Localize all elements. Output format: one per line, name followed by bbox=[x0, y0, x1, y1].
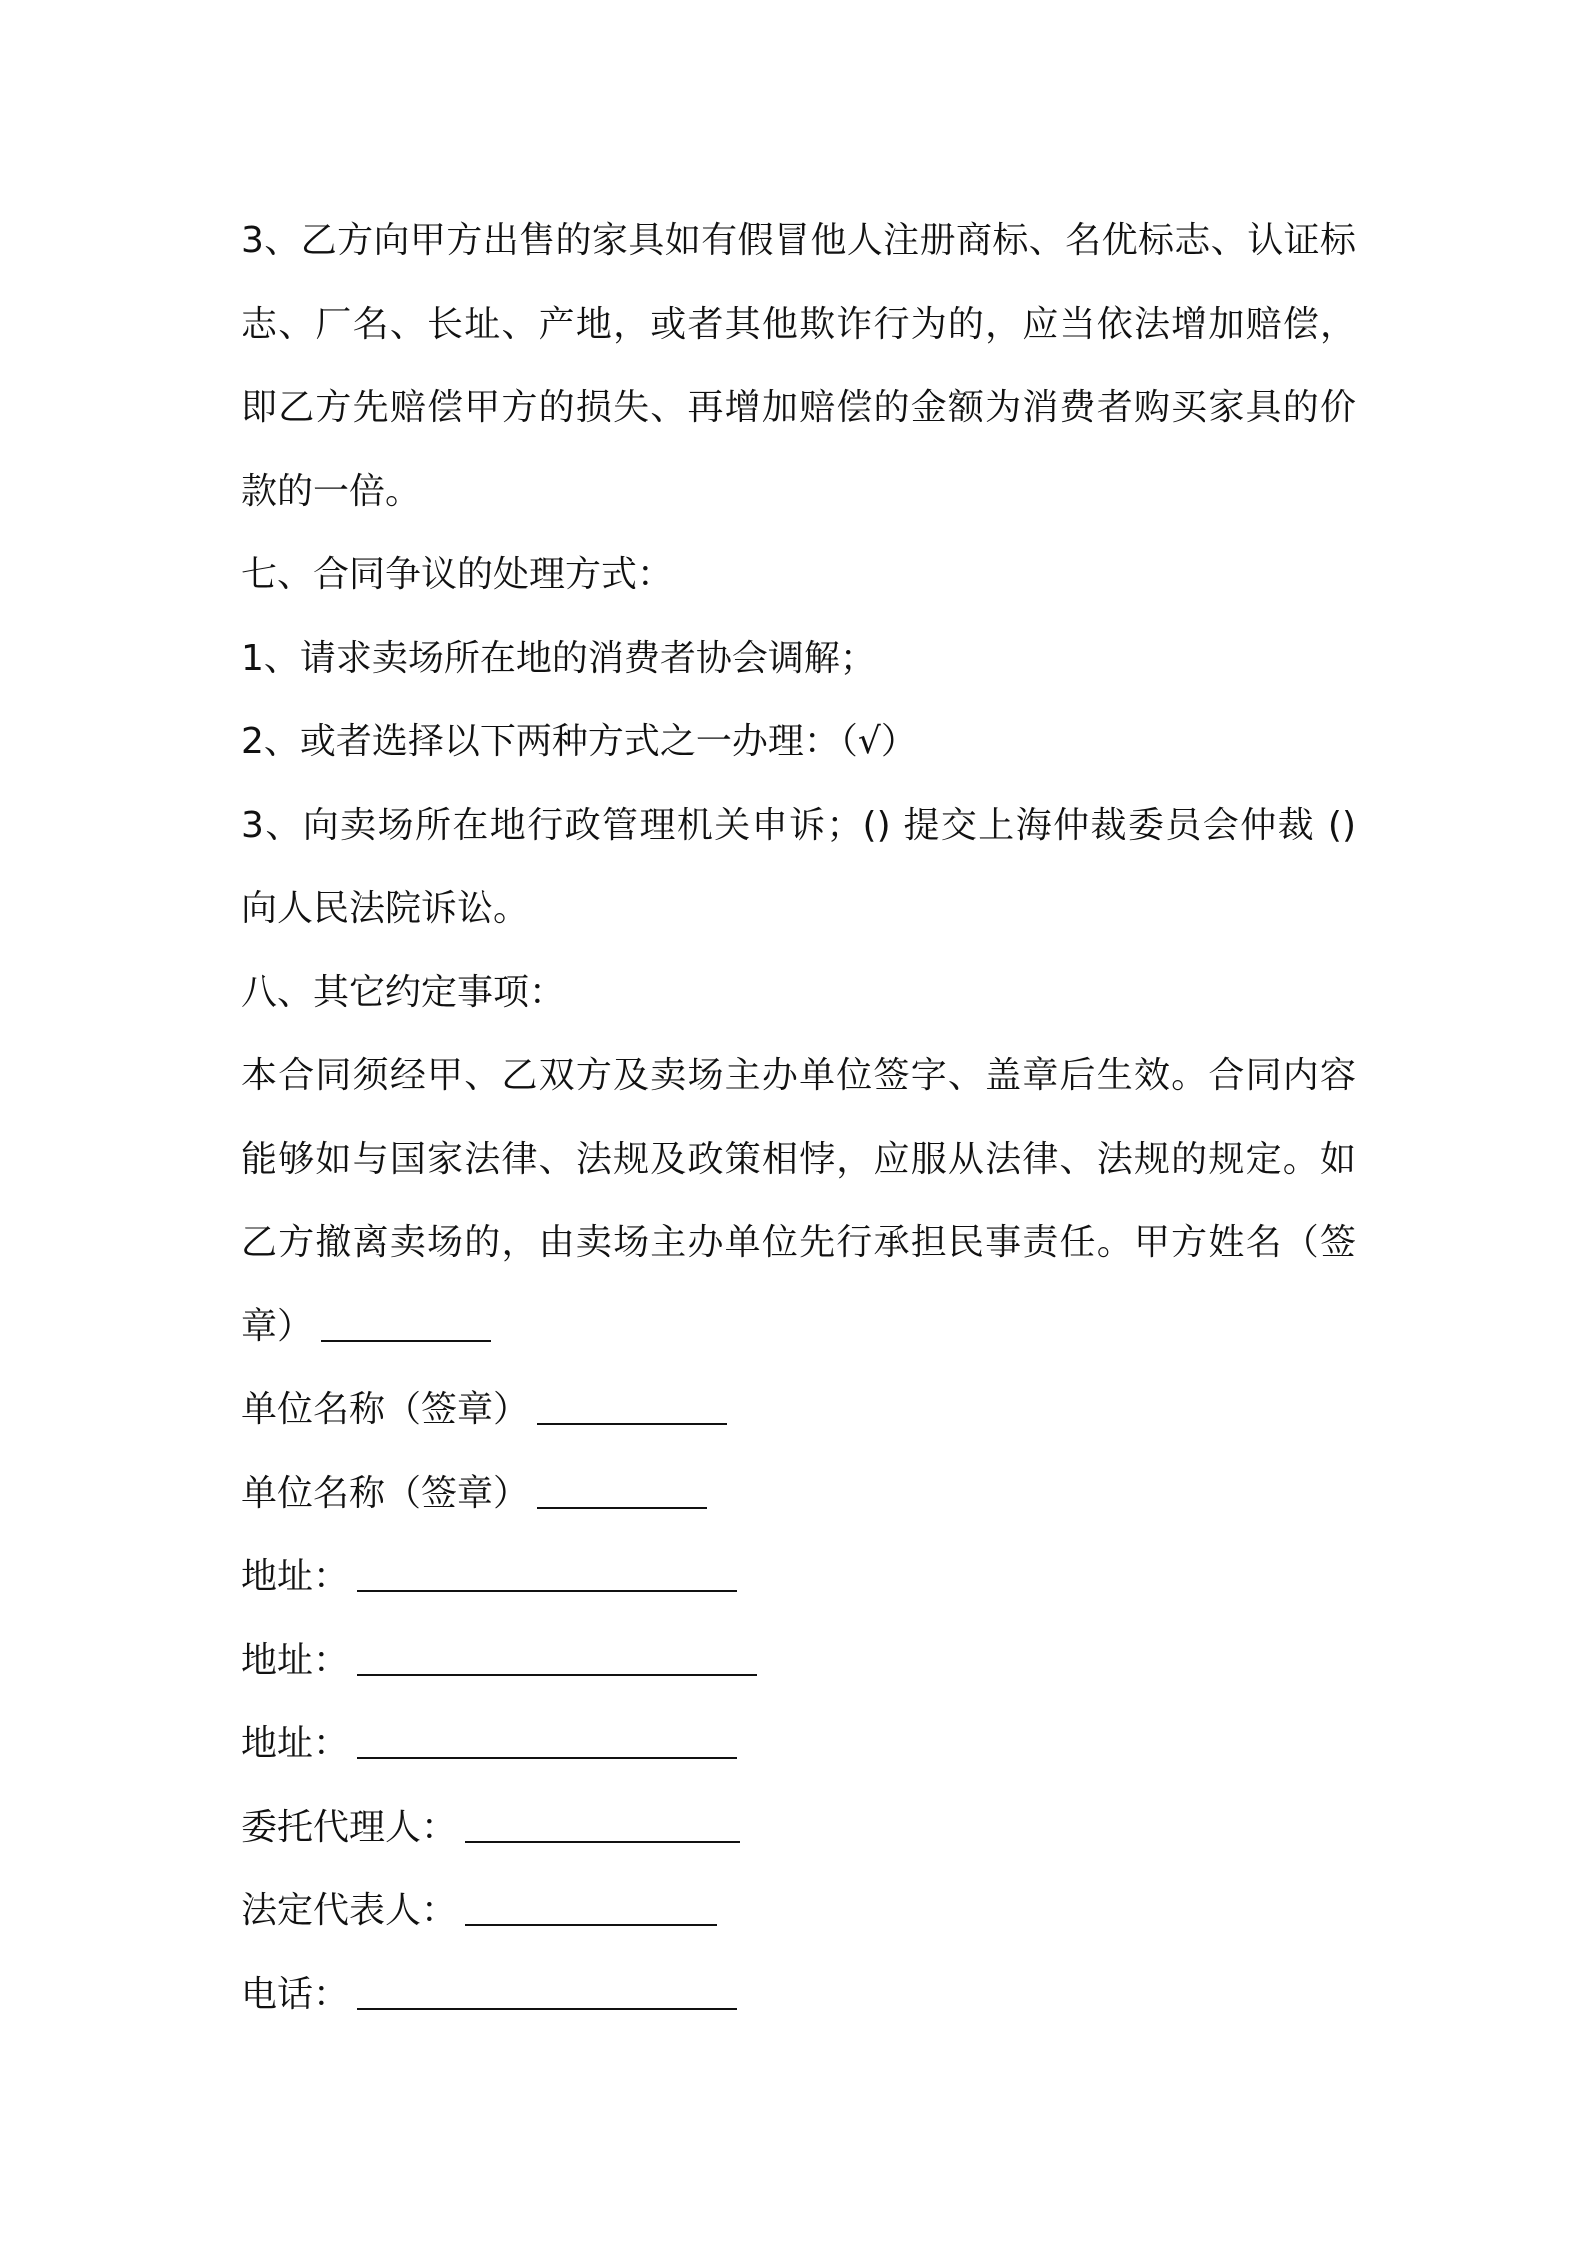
phone-field bbox=[241, 1953, 1356, 2037]
address-blank-1[interactable] bbox=[357, 1560, 737, 1592]
address-blank-3[interactable] bbox=[357, 1727, 737, 1759]
legal-rep-label: 法定代表人： bbox=[241, 1890, 458, 1931]
section-8-heading: 八、其它约定事项： bbox=[241, 971, 566, 1013]
agent-label: 委托代理人： bbox=[241, 1806, 458, 1848]
legal-rep-field bbox=[241, 1869, 1356, 1953]
section-8-text bbox=[241, 1034, 1356, 1368]
address-label-3: 地址： bbox=[241, 1723, 350, 1764]
phone-blank[interactable] bbox=[357, 1978, 737, 2010]
address-blank-2[interactable] bbox=[357, 1644, 757, 1676]
address-field-2 bbox=[241, 1619, 1356, 1703]
agent-field bbox=[241, 1786, 1356, 1870]
unit-name-field-2 bbox=[241, 1452, 1356, 1536]
unit-name-label-1: 单位名称（签章） bbox=[241, 1389, 530, 1430]
phone-label: 电话： bbox=[241, 1973, 350, 2015]
address-field-3 bbox=[241, 1702, 1356, 1786]
party-a-signature-blank[interactable] bbox=[321, 1310, 491, 1342]
unit-name-blank-1[interactable] bbox=[537, 1393, 727, 1425]
section-7-item-2: 2、或者选择以下两种方式之一办理：（√） bbox=[241, 721, 917, 762]
unit-name-label-2: 单位名称（签章） bbox=[241, 1472, 530, 1514]
section-7-item-1: 1、请求卖场所在地的消费者协会调解； bbox=[241, 637, 876, 679]
address-label-1: 地址： bbox=[241, 1556, 350, 1597]
unit-name-blank-2[interactable] bbox=[537, 1477, 707, 1509]
section-7-item-3: 3、向卖场所在地行政管理机关申诉；() 提交上海仲裁委员会仲裁 () 向人民法院诉讼。 bbox=[241, 804, 1356, 929]
section-8-body: 本合同须经甲、乙双方及卖场主办单位签字、盖章后生效。合同内容能够如与国家法律、法规及政策相悖，应服从法律、法规的规定。如乙方撤离卖场的，由卖场主办单位先行承担民事责任。甲方姓名（签章） bbox=[241, 1055, 1356, 1347]
document-content bbox=[241, 199, 1356, 2036]
agent-blank[interactable] bbox=[465, 1811, 740, 1843]
address-label-2: 地址： bbox=[241, 1639, 350, 1681]
address-field-1 bbox=[241, 1535, 1356, 1619]
clause-3-paragraph: 3、乙方向甲方出售的家具如有假冒他人注册商标、名优标志、认证标志、厂名、长址、产地，或者其他欺诈行为的，应当依法增加赔偿，即乙方先赔偿甲方的损失、再增加赔偿的金额为消费者购买家具的价款的一倍。 bbox=[241, 220, 1356, 512]
unit-name-field-1 bbox=[241, 1368, 1356, 1452]
section-7-heading: 七、合同争议的处理方式： bbox=[241, 554, 674, 595]
legal-rep-blank[interactable] bbox=[465, 1894, 717, 1926]
